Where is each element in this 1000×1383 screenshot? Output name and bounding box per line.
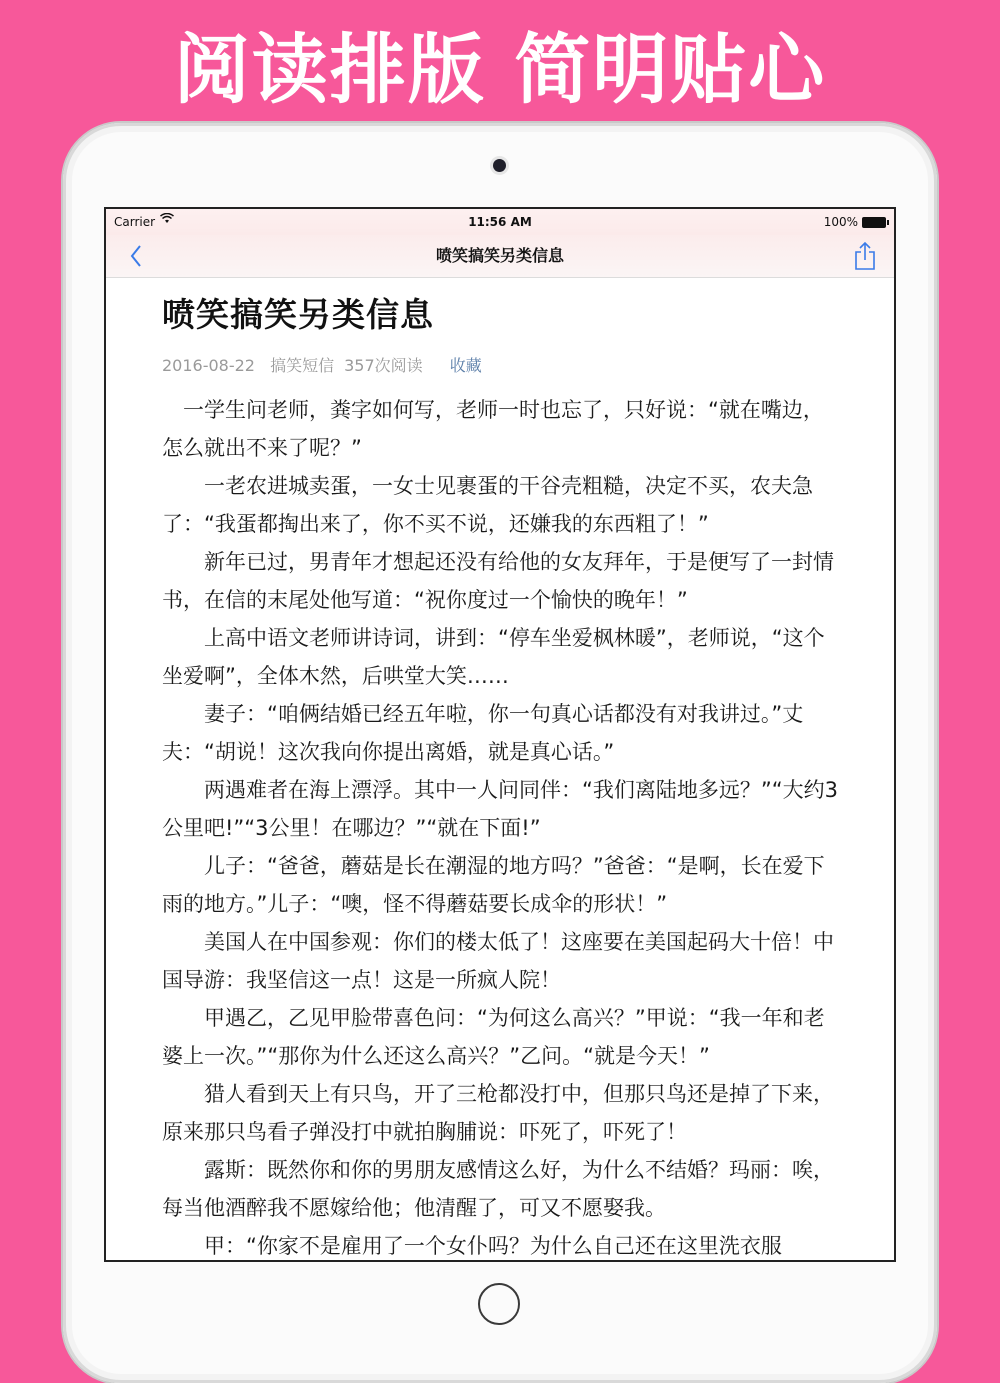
- article-date: 2016-08-22: [162, 356, 255, 375]
- article-paragraph: 一老农进城卖蛋，一女士见裹蛋的干谷壳粗糙，决定不买，农夫急了：“我蛋都掏出来了，你不买不说，还嫌我的东西粗了！”: [162, 474, 813, 536]
- home-button[interactable]: [478, 1283, 520, 1325]
- status-bar: [106, 209, 894, 235]
- article-paragraph: 新年已过，男青年才想起还没有给他的女友拜年，于是便写了一封情书，在信的末尾处他写道：“祝你度过一个愉快的晚年！”: [162, 550, 834, 612]
- article-paragraph: 露斯：既然你和你的男朋友感情这么好，为什么不结婚？玛丽：唉，每当他酒醉我不愿嫁给他；他清醒了，可又不愿娶我。: [162, 1158, 834, 1220]
- article-reads: 357次阅读: [344, 356, 423, 375]
- navigation-bar: [106, 235, 894, 278]
- chevron-left-icon[interactable]: [128, 243, 152, 271]
- article-category: 搞笑短信: [270, 356, 335, 375]
- promo-headline: 阅读排版 简明贴心: [173, 25, 827, 114]
- article-paragraph: 甲遇乙，乙见甲脸带喜色问：“为何这么高兴？”甲说：“我一年和老婆上一次。”“那你为什么还这么高兴？”乙问。“就是今天！”: [162, 1006, 825, 1068]
- article-paragraph: 两遇难者在海上漂浮。其中一人问同伴：“我们离陆地多远？”“大约3公里吧!”“3公里！在哪边？”“就在下面!”: [162, 778, 838, 840]
- article-paragraph: 妻子：“咱俩结婚已经五年啦，你一句真心话都没有对我讲过。”丈夫：“胡说！这次我向你提出离婚，就是真心话。”: [162, 702, 804, 764]
- article-content: [162, 277, 842, 1257]
- favorite-link[interactable]: 收藏: [449, 356, 482, 375]
- article-paragraph: 甲：“你家不是雇用了一个女仆吗？为什么自己还在这里洗衣服: [204, 1234, 782, 1257]
- article-title: 喷笑搞笑另类信息: [162, 295, 434, 334]
- article-body: [162, 391, 842, 1257]
- battery-icon: [862, 217, 886, 228]
- camera-icon: [493, 159, 506, 172]
- status-time: 11:56 AM: [468, 215, 532, 229]
- carrier-label: Carrier: [114, 215, 156, 229]
- article-paragraph: 一学生问老师，粪字如何写，老师一时也忘了，只好说：“就在嘴边，怎么就出不来了呢？”: [162, 398, 824, 460]
- article-paragraph: 儿子：“爸爸，蘑菇是长在潮湿的地方吗？”爸爸：“是啊，长在爱下雨的地方。”儿子：“噢，怪不得蘑菇要长成伞的形状！”: [162, 854, 825, 916]
- share-icon[interactable]: [852, 241, 878, 271]
- article-paragraph: 猎人看到天上有只鸟，开了三枪都没打中，但那只鸟还是掉了下来，原来那只鸟看子弹没打中就拍胸脯说：吓死了，吓死了！: [162, 1082, 834, 1144]
- device-screen: [104, 207, 896, 1262]
- article-meta: [162, 355, 842, 377]
- nav-title: 喷笑搞笑另类信息: [435, 246, 564, 265]
- article-paragraph: 上高中语文老师讲诗词，讲到：“停车坐爱枫林暖”，老师说，“这个坐爱啊”，全体木然，后哄堂大笑……: [162, 626, 825, 688]
- article-paragraph: 美国人在中国参观：你们的楼太低了！这座要在美国起码大十倍！中国导游：我坚信这一点！这是一所疯人院！: [162, 930, 834, 992]
- battery-percent: 100%: [823, 215, 858, 229]
